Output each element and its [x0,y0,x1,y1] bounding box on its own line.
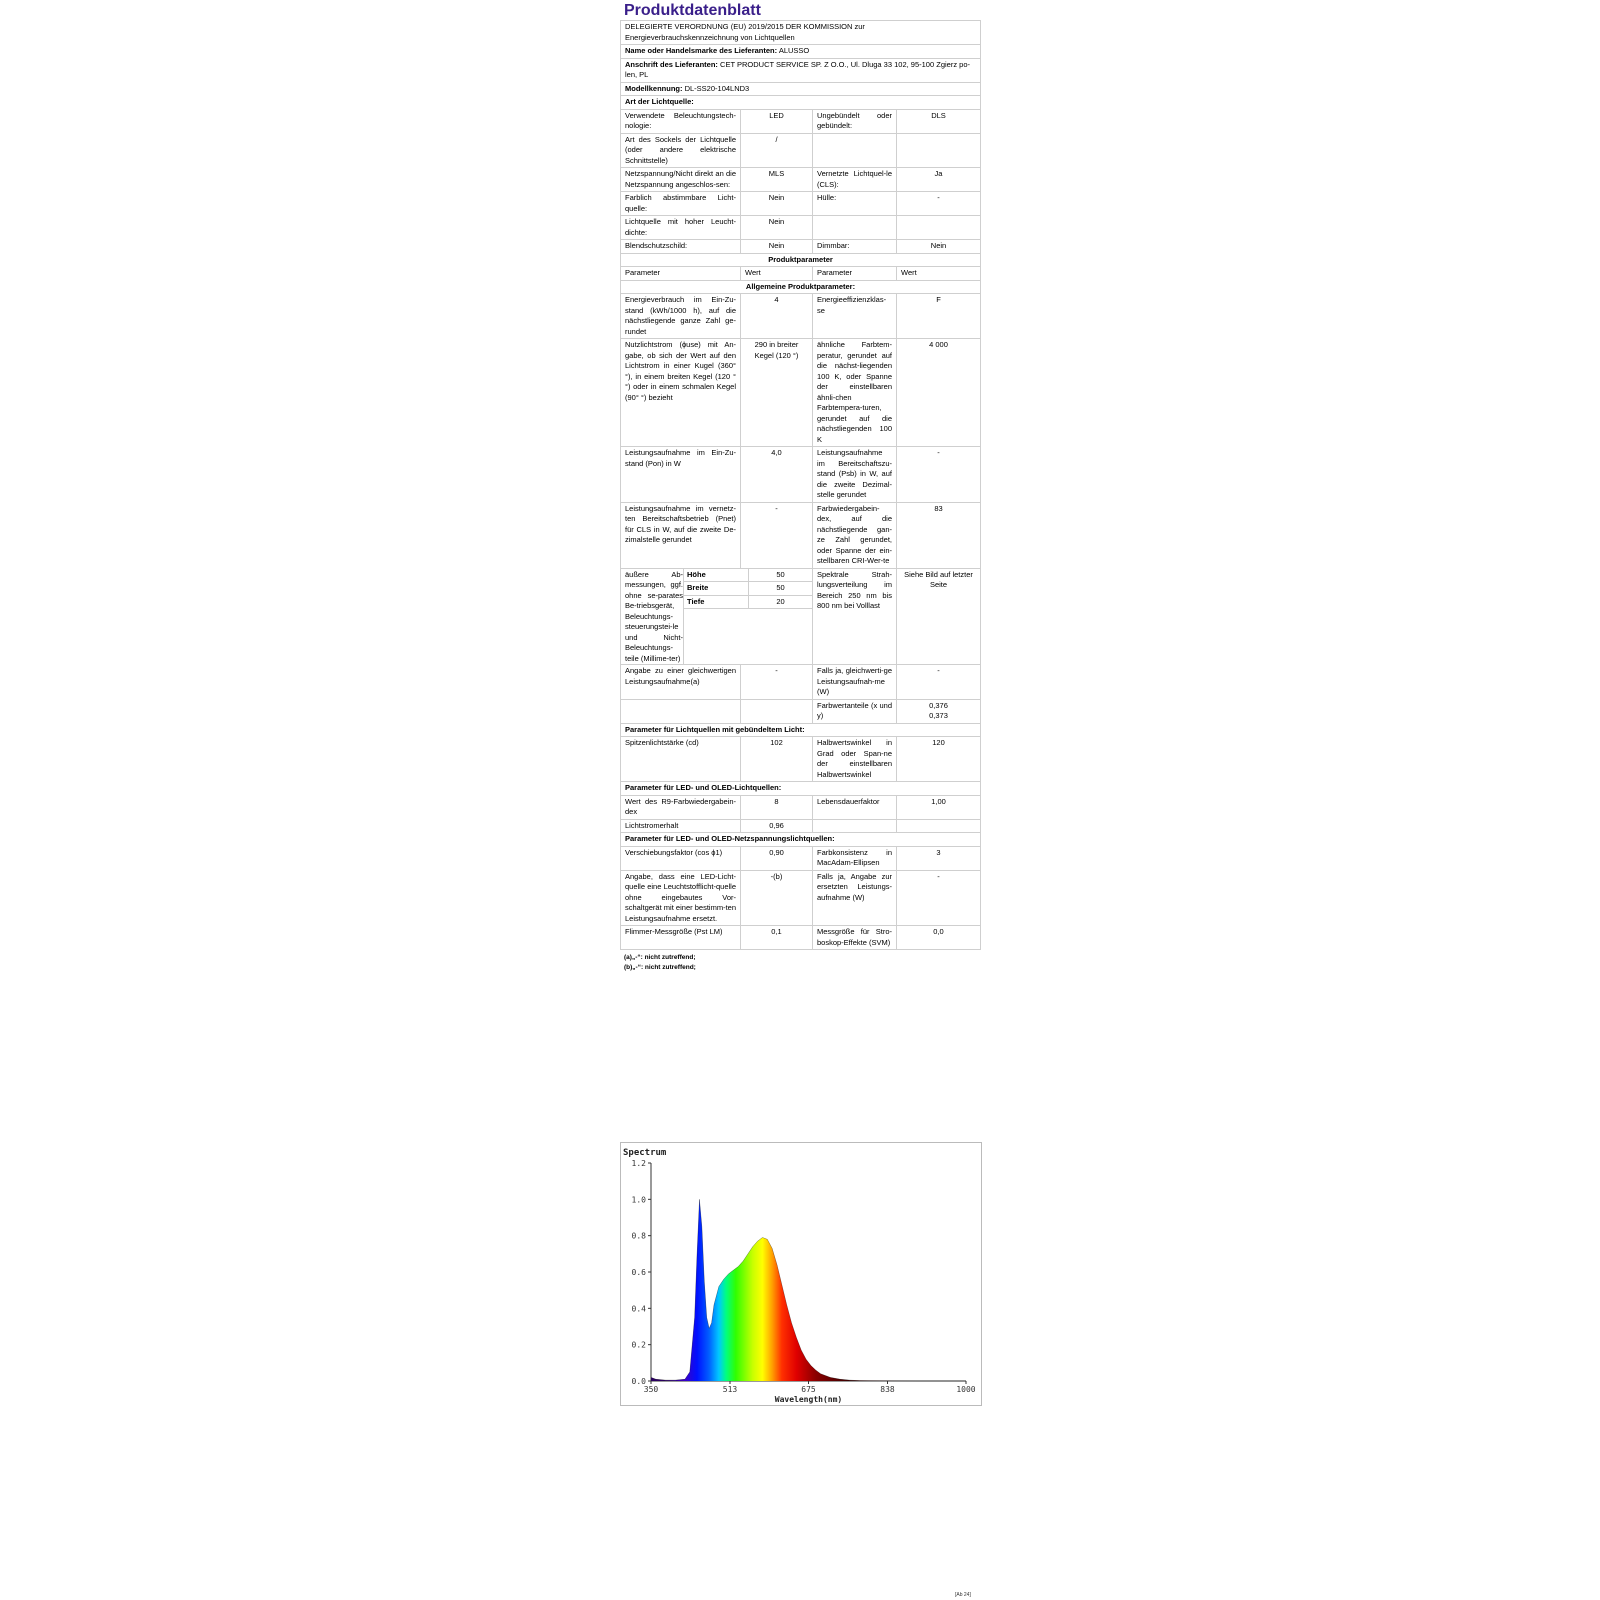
led-row-l1: Lichtstromerhalt [621,819,741,833]
dimension-item [684,582,812,596]
general-param-row-l2: ähnliche Farbtem-peratur, gerundet auf die nächst-liegenden 100 K, oder Spanne der einstellbaren ähnli-chen Farbtempera-turen, gerundet auf die nächstliegenden 100 K [813,339,897,447]
light-source-row [621,192,981,216]
general-param-row [621,699,981,723]
y-tick-label: 1.0 [631,1195,646,1205]
mains-row-v2: - [897,870,981,926]
general-param-row-l1 [621,699,741,723]
spectral-label: Spektrale Strah-lungsverteilung im Bereich 250 nm bis 800 nm bei Volllast [813,568,897,665]
page-title: Produktdatenblatt [624,2,761,19]
mains-row [621,846,981,870]
regulation-text: DELEGIERTE VERORDNUNG (EU) 2019/2015 DER KOMMISSION zur Energieverbrauchskennzeichnung von Lichtquellen [621,21,981,45]
general-param-row-v1: - [741,502,813,568]
light-source-row-v1: MLS [741,168,813,192]
led-row-l2 [813,819,897,833]
general-param-row-v1: 4 [741,294,813,339]
light-source-row-v1: LED [741,109,813,133]
light-source-row-l2 [813,216,897,240]
dimensions-cell [621,568,813,665]
general-param-row [621,665,981,700]
directional-heading: Parameter für Lichtquellen mit gebündeltem Licht: [621,723,981,737]
model-id-label: Modellkennung: [625,83,683,93]
general-param-row-v2: - [897,447,981,503]
directional-row-l2: Halbwertswinkel in Grad oder Span-ne der einstellbaren Halbwertswinkel [813,737,897,782]
general-param-row-l1: Leistungsaufnahme im Ein-Zu-stand (Pon) in W [621,447,741,503]
light-source-row-l1: Netzspannung/Nicht direkt an die Netzspannung angeschlos-sen: [621,168,741,192]
general-param-row-v1: 290 in breiter Kegel (120 °) [741,339,813,447]
led-row-v1: 0,96 [741,819,813,833]
x-tick-label: 513 [722,1385,738,1394]
x-tick-label: 838 [880,1385,895,1394]
column-header: Wert [741,267,813,281]
led-row-v1: 8 [741,795,813,819]
mains-row-v1: 0,90 [741,846,813,870]
light-source-row-l2: Ungebündelt oder gebündelt: [813,109,897,133]
y-tick-label: 0.4 [631,1304,646,1314]
mains-row [621,870,981,926]
footnotes [620,950,980,977]
light-source-row-v2 [897,216,981,240]
y-tick-label: 0.2 [631,1340,646,1350]
supplier-address-label: Anschrift des Lieferanten: [625,59,718,69]
light-source-row-v1: Nein [741,216,813,240]
column-header: Parameter [813,267,897,281]
light-source-row-v2: - [897,192,981,216]
dimension-item [684,569,812,583]
mains-row-v1: -(b) [741,870,813,926]
general-param-row-v1: - [741,665,813,700]
dimension-name: Tiefe [687,596,705,606]
led-row-l2: Lebensdauerfaktor [813,795,897,819]
led-row [621,819,981,833]
datasheet [620,0,980,977]
general-param-row [621,294,981,339]
light-source-row-l2: Dimmbar: [813,240,897,254]
x-tick-label: 350 [643,1385,659,1394]
dimension-value: 20 [748,596,812,609]
light-source-row-v2 [897,133,981,168]
mains-row-l1: Flimmer-Messgröße (Pst LM) [621,926,741,950]
general-param-row-l2: Farbwertanteile (x und y) [813,699,897,723]
product-params-heading: Produktparameter [621,253,981,267]
led-row [621,795,981,819]
supplier-address-value: CET PRODUCT SERVICE SP. Z O.O., Ul. Dluga 33 102, 95-100 Zgierz po-len, PL [625,59,970,79]
mains-row-v2: 0,0 [897,926,981,950]
mains-row-l1: Verschiebungsfaktor (cos ϕ1) [621,846,741,870]
led-row-v2: 1,00 [897,795,981,819]
spectral-value: Siehe Bild auf letzter Seite [897,568,981,665]
dimensions-label: äußere Ab-messungen, ggf. ohne se-parates Be-triebsgerät, Beleuchtungs-steuerungstei-le und Nicht-Beleuchtungs-teile (Millime-ter) [625,569,683,663]
light-source-row-l2: Hülle: [813,192,897,216]
dimension-name: Breite [687,583,709,592]
light-source-row-v1: Nein [741,240,813,254]
mains-row-l2: Messgröße für Stro-boskop-Effekte (SVM) [813,926,897,950]
general-param-row-v2: 4 000 [897,339,981,447]
general-param-row-v2: - [897,665,981,700]
light-source-row [621,133,981,168]
supplier-name [621,45,981,59]
general-param-row-v1: 4,0 [741,447,813,503]
general-param-row-l1: Leistungsaufnahme im vernetz-ten Bereitschaftsbetrieb (Pnet) für CLS in W, auf die zweite De-zimalstelle gerundet [621,502,741,568]
general-param-row-v1 [741,699,813,723]
mains-row-v2: 3 [897,846,981,870]
general-param-row-l2: Falls ja, gleichwerti-ge Leistungsaufnah-me (W) [813,665,897,700]
supplier-name-value: ALUSSO [778,46,810,55]
directional-row-v2: 120 [897,737,981,782]
mains-row-l2: Falls ja, Angabe zur ersetzten Leistungs-aufnahme (W) [813,870,897,926]
light-source-row [621,216,981,240]
directional-row-v1: 102 [741,737,813,782]
led-heading: Parameter für LED- und OLED-Lichtquellen: [621,782,981,796]
general-param-row-v2: 83 [897,502,981,568]
footnote-a: (a)„-“: nicht zutreffend; [624,954,696,961]
light-source-row [621,240,981,254]
footnote-b: (b)„-“: nicht zutreffend; [624,964,696,972]
general-param-row-v2: 0,376 0,373 [897,699,981,723]
page-footer: [Ab 24] [955,1592,971,1598]
spectrum-chart [620,1142,982,1406]
general-param-row-l2: Energieeffizienzklas-se [813,294,897,339]
light-source-row-v2: Ja [897,168,981,192]
light-source-row-v1: / [741,133,813,168]
mains-row [621,926,981,950]
supplier-name-label: Name oder Handelsmarke des Lieferanten: [625,46,778,55]
mains-heading: Parameter für LED- und OLED-Netzspannungslichtquellen: [621,833,981,847]
led-row-v2 [897,819,981,833]
light-source-row-l2 [813,133,897,168]
dimension-value: 50 [748,582,812,595]
light-source-row [621,109,981,133]
supplier-address [621,58,981,82]
directional-row [621,737,981,782]
column-header: Parameter [621,267,741,281]
x-tick-label: 1000 [956,1385,976,1394]
column-header: Wert [897,267,981,281]
directional-row-l1: Spitzenlichtstärke (cd) [621,737,741,782]
led-row-l1: Wert des R9-Farbwiedergabein-dex [621,795,741,819]
light-source-row-l1: Farblich abstimmbare Licht-quelle: [621,192,741,216]
general-param-row-l2: Leistungsaufnahme im Bereitschaftszu-stand (Psb) in W, auf die zweite Dezimal-stelle gerundet [813,447,897,503]
y-tick-label: 1.2 [631,1159,646,1168]
y-tick-label: 0.6 [631,1268,646,1277]
dimension-item [684,596,812,610]
light-source-row-v2: DLS [897,109,981,133]
general-param-row [621,339,981,447]
dimension-name: Höhe [687,569,706,579]
light-source-row-l1: Art des Sockels der Lichtquelle (oder andere elektrische Schnittstelle) [621,133,741,168]
general-param-row-l2: Farbwiedergabein-dex, auf die nächstliegende gan-ze Zahl gerundet, oder Spanne der ein-stellbaren CRI-Wer-te [813,502,897,568]
y-tick-label: 0.8 [631,1231,646,1241]
general-param-row-v2: F [897,294,981,339]
light-source-row-v1: Nein [741,192,813,216]
general-param-row-l1: Angabe zu einer gleichwertigen Leistungsaufnahme(a) [621,665,741,700]
model-id [621,82,981,96]
x-axis-label: Wavelength(nm) [774,1395,843,1404]
mains-row-l1: Angabe, dass eine LED-Licht-quelle eine Leuchtstofflicht-quelle ohne eingebautes Vor-schaltgerät mit einer bestimm-ten Leistungsaufnahme ersetzt. [621,870,741,926]
general-param-row [621,502,981,568]
general-param-row [621,447,981,503]
y-tick-label: 0.0 [631,1377,646,1386]
chart-title: Spectrum [623,1148,667,1158]
light-source-row-v2: Nein [897,240,981,254]
model-id-value: DL-SS20-104LND3 [684,83,750,93]
x-tick-label: 675 [801,1385,816,1394]
light-source-row-l1: Verwendete Beleuchtungstech-nologie: [621,109,741,133]
light-source-row-l2: Vernetzte Lichtquel-le (CLS): [813,168,897,192]
light-source-row-l1: Blendschutzschild: [621,240,741,254]
light-source-type-heading: Art der Lichtquelle: [621,96,981,110]
general-params-heading: Allgemeine Produktparameter: [621,280,981,294]
light-source-row-l1: Lichtquelle mit hoher Leucht-dichte: [621,216,741,240]
mains-row-v1: 0,1 [741,926,813,950]
spectrum-chart-svg [621,1143,981,1405]
general-param-row-l1: Energieverbrauch im Ein-Zu-stand (kWh/1000 h), auf die nächstliegende ganze Zahl ge-rundet [621,294,741,339]
datasheet-table [620,20,981,950]
light-source-row [621,168,981,192]
mains-row-l2: Farbkonsistenz in MacAdam-Ellipsen [813,846,897,870]
dimensions-row [621,568,981,665]
dimension-value: 50 [748,569,812,582]
general-param-row-l1: Nutzlichtstrom (ϕuse) mit An-gabe, ob sich der Wert auf den Lichtstrom in einer Kugel (360° °), in einem breiten Kegel (120 °°) oder in einem schmalen Kegel (90° °) bezieht [621,339,741,447]
